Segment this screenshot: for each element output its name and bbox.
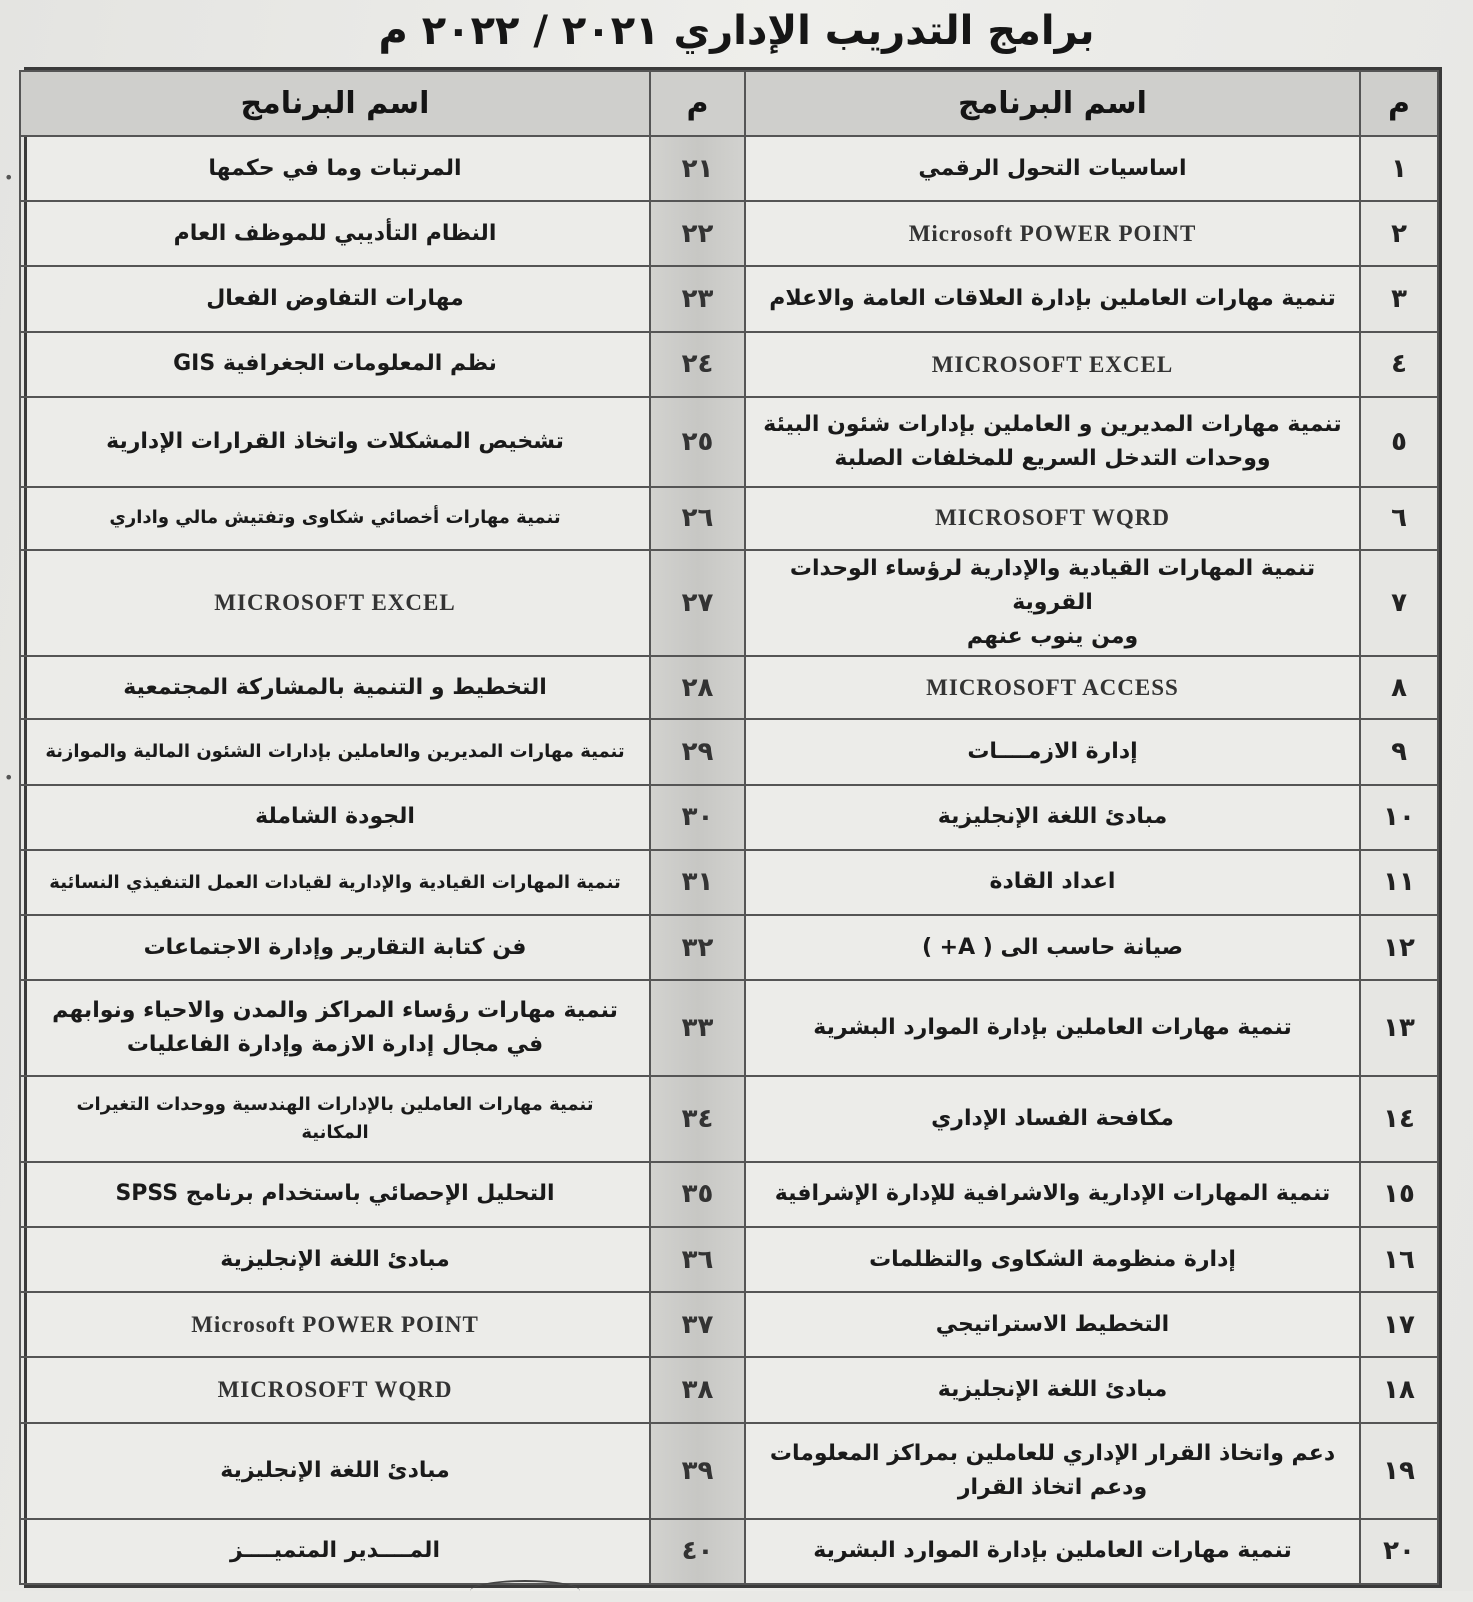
program-name: مكافحة الفساد الإداري	[745, 1076, 1360, 1162]
program-number: ٦	[1360, 487, 1438, 550]
program-name: تنمية مهارات أخصائي شكاوى وتفتيش مالي واداري	[20, 487, 650, 550]
program-name: إدارة منظومة الشكاوى والتظلمات	[745, 1227, 1360, 1292]
edge-mark: •	[4, 768, 14, 787]
program-name: تنمية مهارات العاملين بإدارة الموارد البشرية	[745, 980, 1360, 1076]
program-number: ٣٠	[650, 785, 745, 850]
program-name: تنمية مهارات المديرين والعاملين بإدارات الشئون المالية والموازنة	[20, 719, 650, 784]
program-number: ٩	[1360, 719, 1438, 784]
table-row	[20, 1357, 1438, 1422]
program-name: تنمية المهارات الإدارية والاشرافية للإدارة الإشرافية	[745, 1162, 1360, 1227]
program-name: تشخيص المشكلات واتخاذ القرارات الإدارية	[20, 397, 650, 487]
program-name: MICROSOFT WQRD	[20, 1357, 650, 1422]
table-row	[20, 397, 1438, 487]
program-name: التخطيط الاستراتيجي	[745, 1292, 1360, 1357]
table-row	[20, 656, 1438, 719]
program-name: MICROSOFT EXCEL	[20, 550, 650, 656]
program-name: التخطيط و التنمية بالمشاركة المجتمعية	[20, 656, 650, 719]
table-row	[20, 1423, 1438, 1519]
header-name-left: اسم البرنامج	[20, 71, 650, 136]
program-number: ٢٩	[650, 719, 745, 784]
table-row	[20, 1292, 1438, 1357]
program-name: دعم واتخاذ القرار الإداري للعاملين بمراكز المعلومات ودعم اتخاذ القرار	[745, 1423, 1360, 1519]
program-name: فن كتابة التقارير وإدارة الاجتماعات	[20, 915, 650, 980]
program-number: ٣٦	[650, 1227, 745, 1292]
table-row	[20, 1519, 1438, 1584]
edge-mark: •	[4, 168, 14, 187]
program-number: ٣	[1360, 266, 1438, 331]
program-name: Microsoft POWER POINT	[745, 201, 1360, 266]
program-name: النظام التأديبي للموظف العام	[20, 201, 650, 266]
program-name: التحليل الإحصائي باستخدام برنامج SPSS	[20, 1162, 650, 1227]
program-name: تنمية المهارات القيادية والإدارية لقيادات العمل التنفيذي النسائية	[20, 850, 650, 915]
program-number: ٢٢	[650, 201, 745, 266]
program-number: ٨	[1360, 656, 1438, 719]
program-name: مبادئ اللغة الإنجليزية	[745, 785, 1360, 850]
table-header-row	[20, 71, 1438, 136]
program-name: مهارات التفاوض الفعال	[20, 266, 650, 331]
program-name: تنمية المهارات القيادية والإدارية لرؤساء الوحدات القروية ومن ينوب عنهم	[745, 550, 1360, 656]
table-row	[20, 1076, 1438, 1162]
program-number: ٢٠	[1360, 1519, 1438, 1584]
program-number: ١٦	[1360, 1227, 1438, 1292]
program-name: MICROSOFT WQRD	[745, 487, 1360, 550]
program-name: مبادئ اللغة الإنجليزية	[20, 1423, 650, 1519]
program-name: تنمية مهارات العاملين بإدارة العلاقات العامة والاعلام	[745, 266, 1360, 331]
program-name: تنمية مهارات العاملين بالإدارات الهندسية ووحدات التغيرات المكانية	[20, 1076, 650, 1162]
program-number: ١٤	[1360, 1076, 1438, 1162]
program-number: ٢٤	[650, 332, 745, 397]
header-name-right: اسم البرنامج	[745, 71, 1360, 136]
program-name: الجودة الشاملة	[20, 785, 650, 850]
program-number: ٣٧	[650, 1292, 745, 1357]
program-number: ١	[1360, 136, 1438, 201]
program-number: ٢٣	[650, 266, 745, 331]
table-row	[20, 550, 1438, 656]
program-number: ٣٩	[650, 1423, 745, 1519]
program-name: MICROSOFT ACCESS	[745, 656, 1360, 719]
program-number: ١٠	[1360, 785, 1438, 850]
table-row	[20, 332, 1438, 397]
program-name: اساسيات التحول الرقمي	[745, 136, 1360, 201]
program-number: ٤	[1360, 332, 1438, 397]
program-number: ٢٥	[650, 397, 745, 487]
program-number: ٢	[1360, 201, 1438, 266]
programs-table	[19, 70, 1439, 1585]
program-number: ١١	[1360, 850, 1438, 915]
program-number: ١٨	[1360, 1357, 1438, 1422]
program-number: ١٩	[1360, 1423, 1438, 1519]
program-number: ٣١	[650, 850, 745, 915]
program-number: ٣٢	[650, 915, 745, 980]
program-name: MICROSOFT EXCEL	[745, 332, 1360, 397]
program-name: تنمية مهارات المديرين و العاملين بإدارات شئون البيئة ووحدات التدخل السريع للمخلفات الصلبة	[745, 397, 1360, 487]
table-row	[20, 1162, 1438, 1227]
program-number: ٢١	[650, 136, 745, 201]
program-number: ٤٠	[650, 1519, 745, 1584]
program-number: ٢٧	[650, 550, 745, 656]
program-number: ٣٥	[650, 1162, 745, 1227]
header-num-left: م	[650, 71, 745, 136]
program-name: المرتبات وما في حكمها	[20, 136, 650, 201]
table-row	[20, 915, 1438, 980]
programs-table-frame	[24, 67, 1442, 1588]
program-name: المــــدير المتميــــز	[20, 1519, 650, 1584]
program-name: اعداد القادة	[745, 850, 1360, 915]
program-number: ١٣	[1360, 980, 1438, 1076]
program-name: إدارة الازمــــات	[745, 719, 1360, 784]
table-row	[20, 266, 1438, 331]
table-row	[20, 487, 1438, 550]
stamp-edge	[470, 1580, 580, 1602]
table-row	[20, 785, 1438, 850]
program-number: ٣٤	[650, 1076, 745, 1162]
program-name: نظم المعلومات الجغرافية GIS	[20, 332, 650, 397]
program-name: مبادئ اللغة الإنجليزية	[745, 1357, 1360, 1422]
table-row	[20, 136, 1438, 201]
header-num-right: م	[1360, 71, 1438, 136]
program-number: ١٧	[1360, 1292, 1438, 1357]
program-name: صيانة حاسب الى ( A+ )	[745, 915, 1360, 980]
program-name: مبادئ اللغة الإنجليزية	[20, 1227, 650, 1292]
table-row	[20, 201, 1438, 266]
program-number: ٣٨	[650, 1357, 745, 1422]
program-number: ٥	[1360, 397, 1438, 487]
program-name: تنمية مهارات رؤساء المراكز والمدن والاحياء ونوابهم في مجال إدارة الازمة وإدارة الفاعليات	[20, 980, 650, 1076]
table-row	[20, 980, 1438, 1076]
table-row	[20, 850, 1438, 915]
table-row	[20, 719, 1438, 784]
program-number: ٢٦	[650, 487, 745, 550]
page-title: برامج التدريب الإداري ٢٠٢١ / ٢٠٢٢ م	[378, 8, 1095, 54]
program-name: تنمية مهارات العاملين بإدارة الموارد البشرية	[745, 1519, 1360, 1584]
program-number: ٧	[1360, 550, 1438, 656]
program-number: ١٥	[1360, 1162, 1438, 1227]
program-number: ١٢	[1360, 915, 1438, 980]
program-number: ٢٨	[650, 656, 745, 719]
program-name: Microsoft POWER POINT	[20, 1292, 650, 1357]
table-row	[20, 1227, 1438, 1292]
program-number: ٣٣	[650, 980, 745, 1076]
